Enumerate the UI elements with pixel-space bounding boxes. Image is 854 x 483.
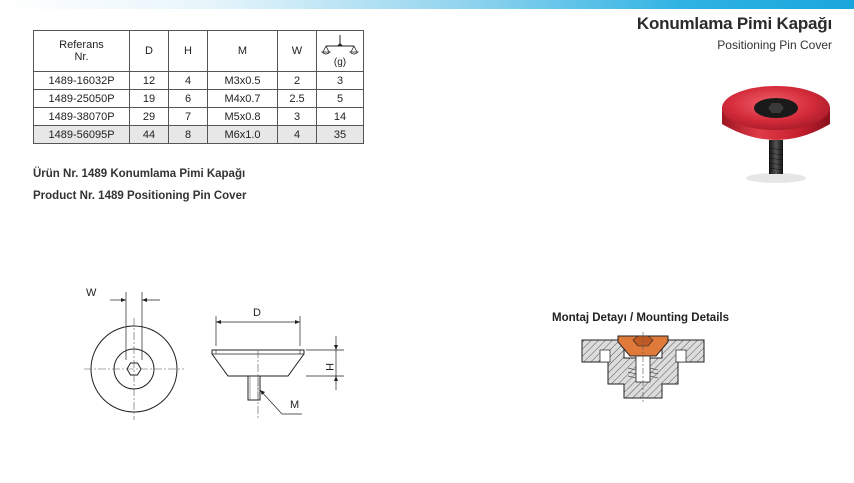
table-row <box>34 108 364 126</box>
cell-m: M6x1.0 <box>208 126 278 144</box>
cell-w: 2.5 <box>278 90 317 108</box>
cell-w: 4 <box>278 126 317 144</box>
cell-h: 8 <box>169 126 208 144</box>
weight-unit-label: (g) <box>333 56 347 68</box>
cell-w: 2 <box>278 72 317 90</box>
cell-w: 3 <box>278 108 317 126</box>
header-h: H <box>169 31 208 72</box>
cell-h: 4 <box>169 72 208 90</box>
page-title: Konumlama Pimi Kapağı <box>636 14 832 33</box>
table-row <box>34 126 364 144</box>
caption-tr: Ürün Nr. 1489 Konumlama Pimi Kapağı <box>33 168 246 180</box>
cell-h: 7 <box>169 108 208 126</box>
cell-weight: 35 <box>317 126 364 144</box>
technical-drawing <box>70 280 350 430</box>
caption-en: Product Nr. 1489 Positioning Pin Cover <box>33 190 247 202</box>
header-reference <box>34 31 130 72</box>
header-weight <box>317 31 364 72</box>
product-photo <box>712 78 842 186</box>
table-row <box>34 72 364 90</box>
header-accent-bar <box>0 0 854 9</box>
cell-reference: 1489-25050P <box>34 90 130 108</box>
cell-h: 6 <box>169 90 208 108</box>
dim-d-label: D <box>253 307 261 319</box>
cell-d: 12 <box>130 72 169 90</box>
header-d: D <box>130 31 169 72</box>
cell-weight: 14 <box>317 108 364 126</box>
cell-d: 29 <box>130 108 169 126</box>
dim-h-label: H <box>323 363 335 371</box>
top-view <box>84 287 184 420</box>
cell-d: 44 <box>130 126 169 144</box>
mounting-details-label: Montaj Detayı / Mounting Details <box>552 312 729 324</box>
cell-weight: 3 <box>317 72 364 90</box>
cell-m: M3x0.5 <box>208 72 278 90</box>
page-subtitle: Positioning Pin Cover <box>717 38 832 52</box>
table-header-row <box>34 31 364 72</box>
cell-reference: 1489-38070P <box>34 108 130 126</box>
table-row <box>34 90 364 108</box>
side-view <box>212 307 344 420</box>
cell-m: M5x0.8 <box>208 108 278 126</box>
mounting-detail-drawing <box>578 332 708 404</box>
scale-icon <box>321 32 359 68</box>
dim-m-label: M <box>290 399 300 411</box>
spec-table <box>33 30 364 144</box>
dim-w-label: W <box>86 287 97 299</box>
cell-weight: 5 <box>317 90 364 108</box>
header-w: W <box>278 31 317 72</box>
cell-m: M4x0.7 <box>208 90 278 108</box>
cell-reference: 1489-56095P <box>34 126 130 144</box>
header-reference-line1: Referans <box>59 39 104 51</box>
header-reference-line2: Nr. <box>74 51 89 63</box>
header-m: M <box>208 31 278 72</box>
cell-d: 19 <box>130 90 169 108</box>
cell-reference: 1489-16032P <box>34 72 130 90</box>
